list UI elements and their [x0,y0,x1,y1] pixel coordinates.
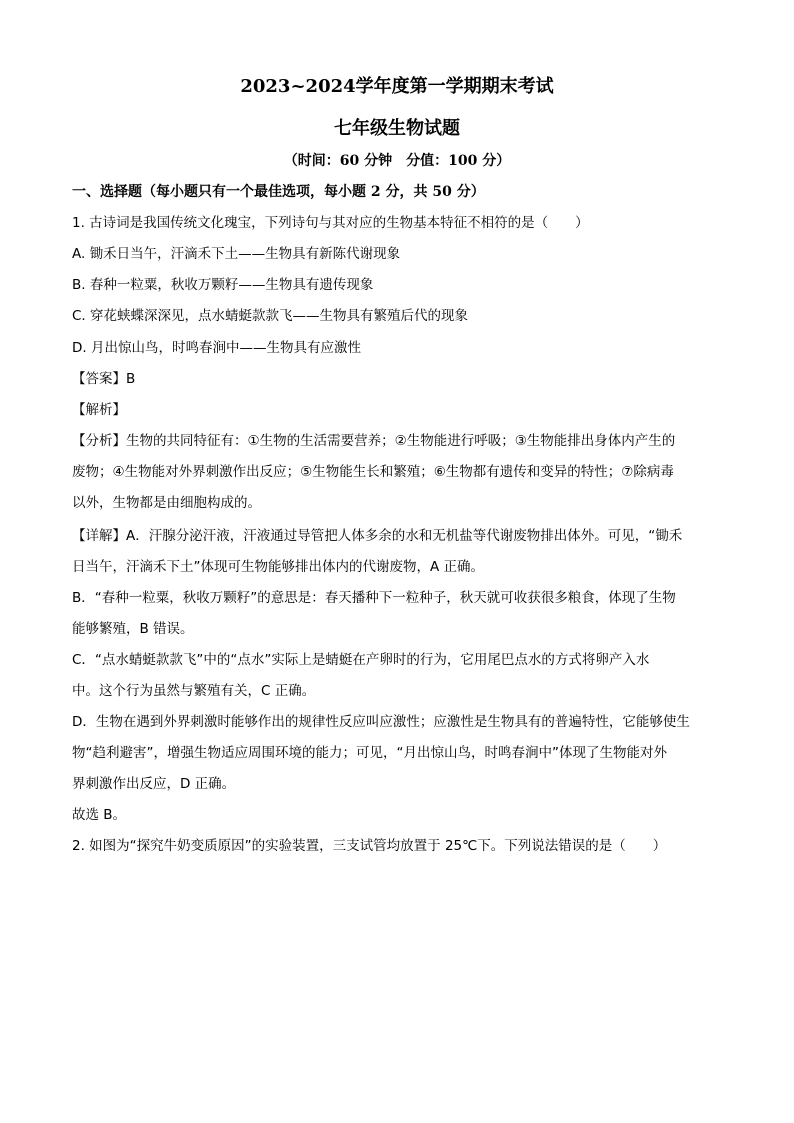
q1-analysis-line: 废物；④生物能对外界刺激作出反应；⑤生物能生长和繁殖；⑥生物都有遗传和变异的特性；⑦除病毒 [72,464,674,480]
q1-option-a: A. 锄禾日当午，汗滴禾下土——生物具有新陈代谢现象 [72,246,401,262]
q2-stem: 2. 如图为“探究牛奶变质原因”的实验装置，三支试管均放置于 25℃下。下列说法错误的是（ ） [72,838,667,854]
q1-stem: 1. 古诗词是我国传统文化瑰宝，下列诗句与其对应的生物基本特征不相符的是（ ） [72,215,589,231]
q1-option-c: C. 穿花蛱蝶深深见，点水蜻蜓款款飞——生物具有繁殖后代的现象 [72,308,469,324]
q1-detail-line: 故选 B。 [72,807,127,823]
q1-detail-line: 能够繁殖，B 错误。 [72,621,194,637]
q1-detail-line: 中。这个行为虽然与繁殖有关，C 正确。 [72,683,316,699]
q1-option-d: D. 月出惊山鸟，时鸣春涧中——生物具有应激性 [72,340,361,356]
q1-detail-line: 日当午，汗滴禾下土”体现可生物能够排出体内的代谢废物，A 正确。 [72,559,485,575]
q1-detail-line: D．生物在遇到外界刺激时能够作出的规律性反应叫应激性；应激性是生物具有的普遍特性，它能够使生 [72,714,690,730]
q1-analysis-line: 以外，生物都是由细胞构成的。 [72,495,261,511]
exam-title: 2023~2024学年度第一学期期末考试 [240,76,554,97]
q1-answer: 【答案】B [72,371,136,387]
q1-analysis-line: 【分析】生物的共同特征有：①生物的生活需要营养；②生物能进行呼吸；③生物能排出身体内产生的 [72,433,676,449]
q1-detail-line: 【详解】A．汗腺分泌汗液，汗液通过导管把人体多余的水和无机盐等代谢废物排出体外。可见，“锄禾 [72,528,683,544]
q1-detail-line: 界刺激作出反应，D 正确。 [72,776,236,792]
q1-option-b: B. 春种一粒粟，秋收万颗籽——生物具有遗传现象 [72,277,374,293]
q1-detail-line: C．“点水蜻蜓款款飞”中的“点水”实际上是蜻蜓在产卵时的行为，它用尾巴点水的方式将卵产入水 [72,652,650,668]
q1-detail-line: B．“春种一粒粟，秋收万颗籽”的意思是：春天播种下一粒种子，秋天就可收获很多粮食，体现了生物 [72,590,676,606]
q1-detail-line: 物“趋利避害”，增强生物适应周围环境的能力；可见，“月出惊山鸟，时鸣春涧中”体现了生物能对外 [72,745,667,761]
section-heading: 一、选择题（每小题只有一个最佳选项，每小题 2 分，共 50 分） [72,184,485,200]
q1-analysis-label: 【解析】 [72,402,126,418]
exam-meta: （时间：60 分钟 分值：100 分） [283,153,511,169]
exam-subtitle: 七年级生物试题 [334,118,460,139]
